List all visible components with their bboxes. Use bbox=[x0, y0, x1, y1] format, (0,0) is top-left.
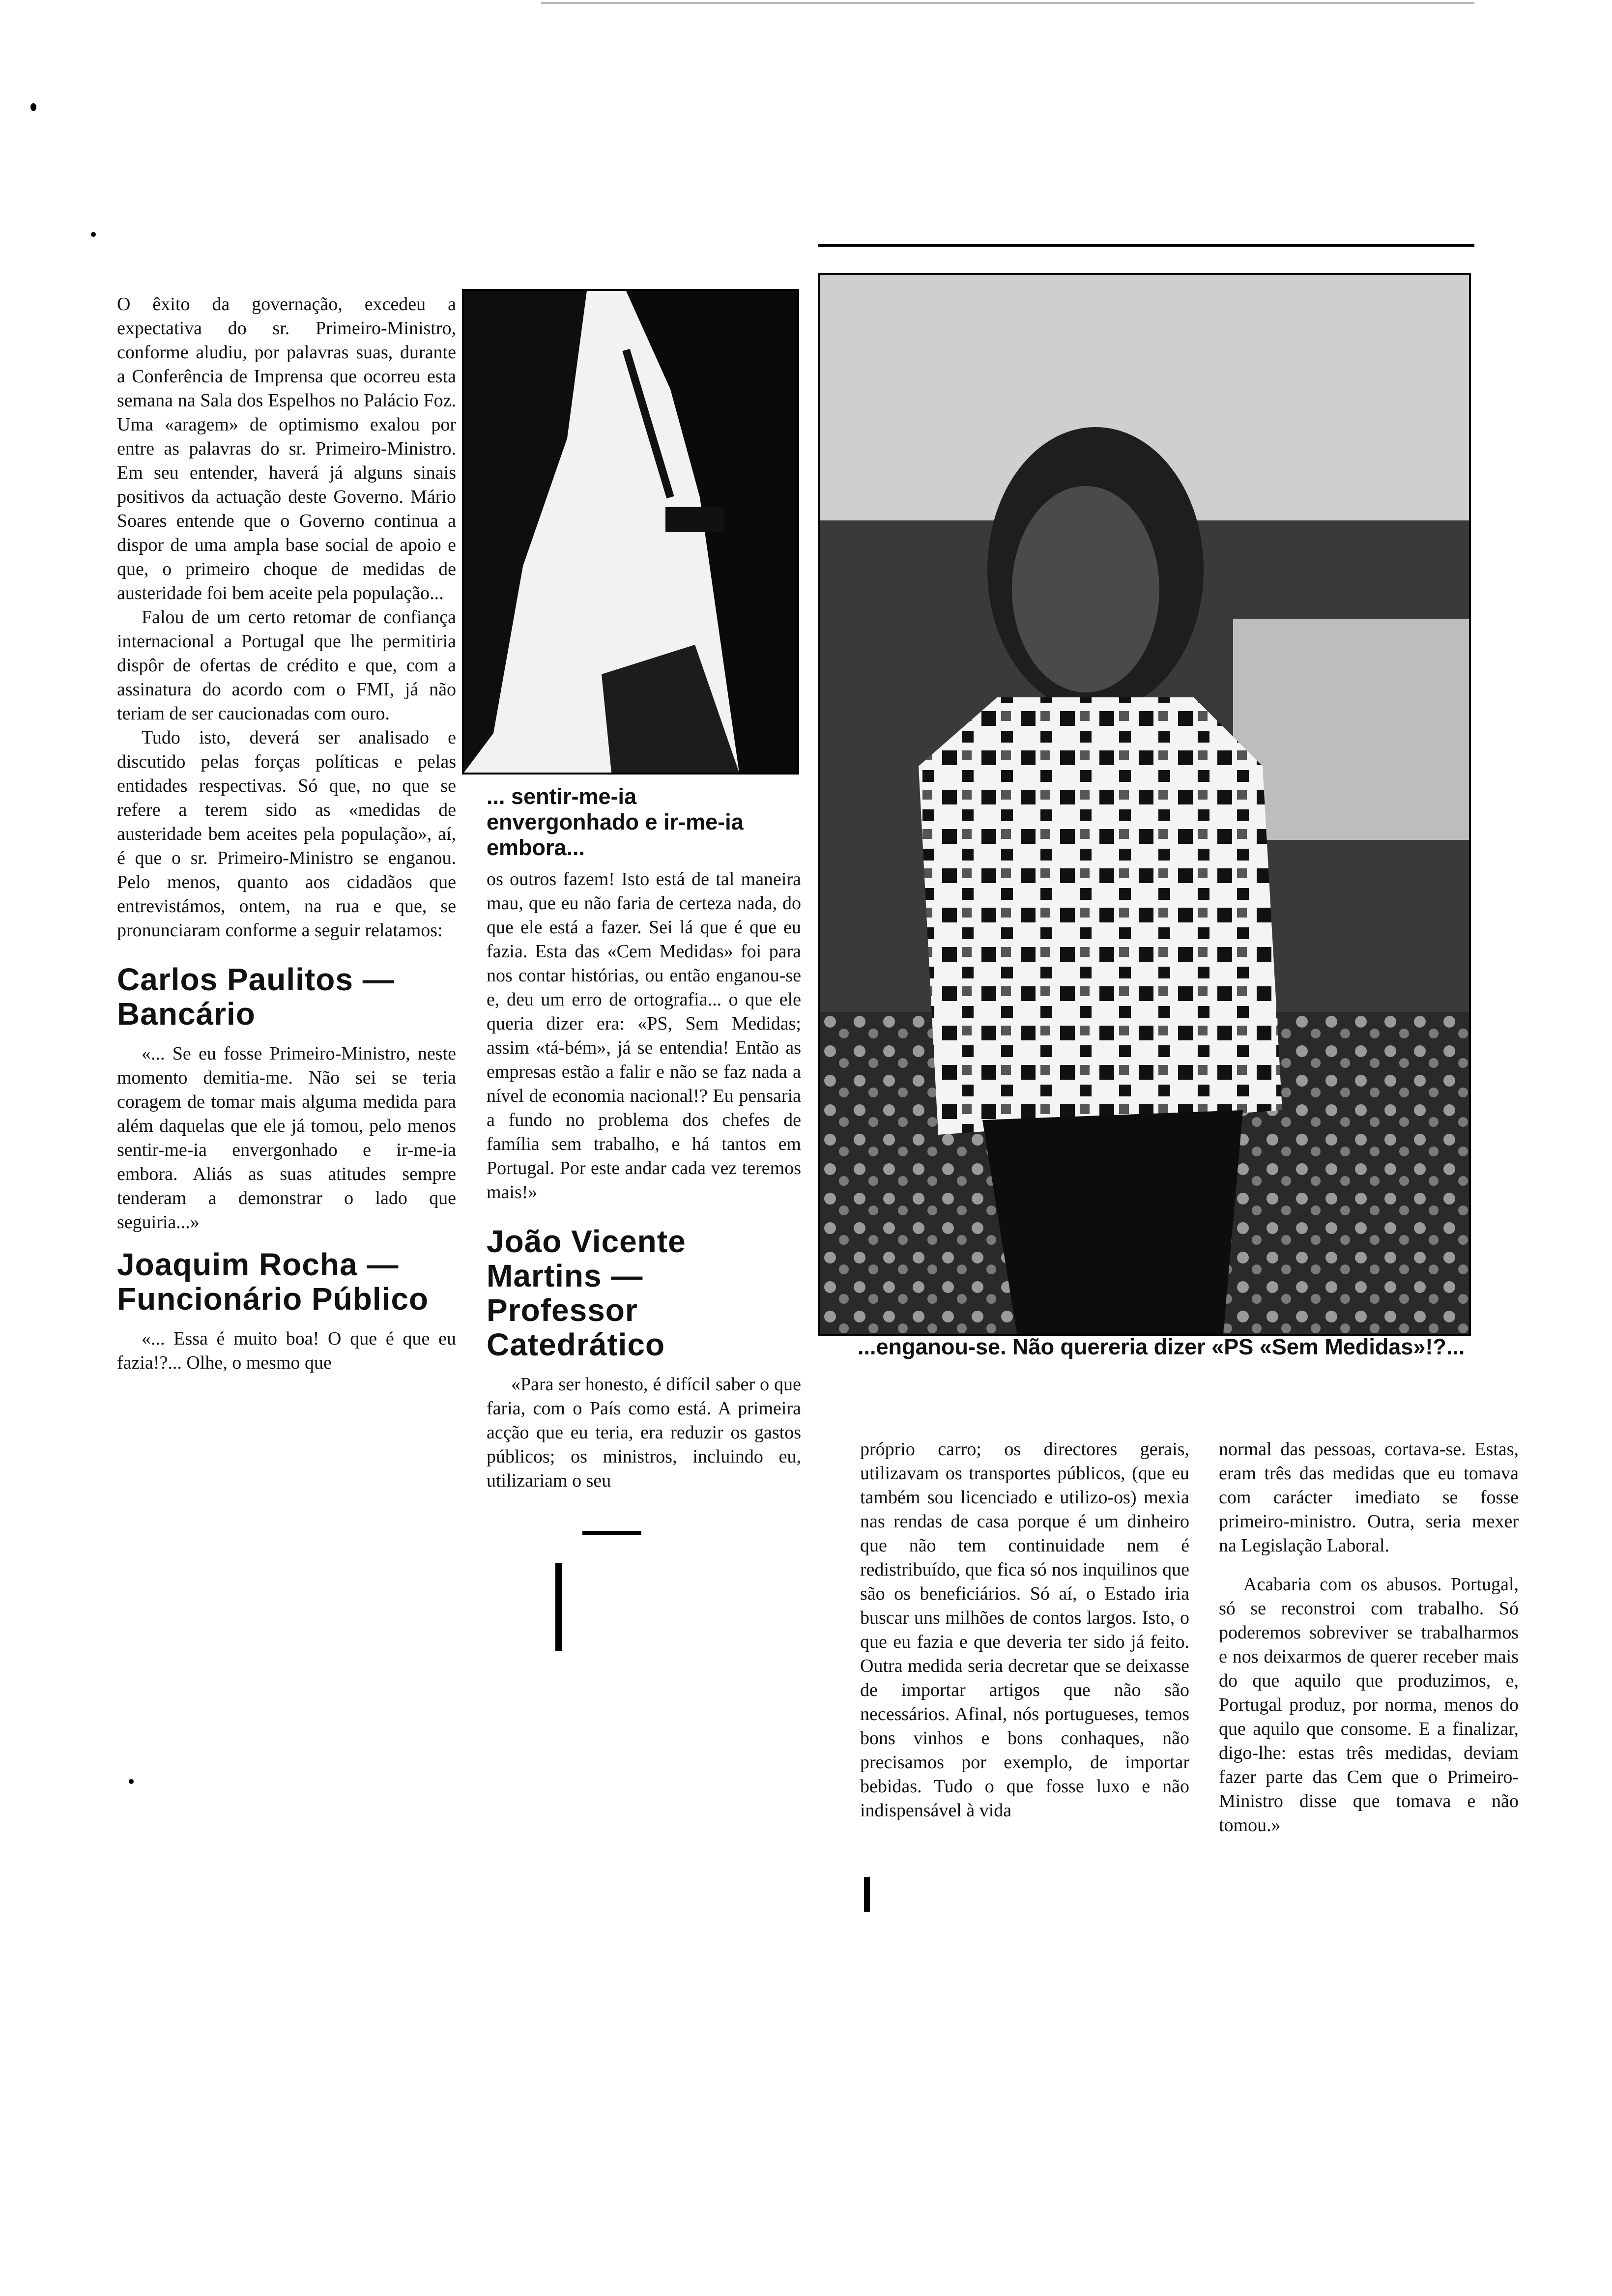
article-column-1 bbox=[117, 292, 456, 1375]
interview-paragraph-joao: «Para ser honesto, é difícil saber o que faria, com o País como está. A primeira acção que eu teria, era reduzir os gastos públicos; os ministros, incluindo eu, utilizariam o seu bbox=[487, 1374, 801, 1491]
intro-paragraph-1: O êxito da governação, excedeu a expectativa do sr. Primeiro-Ministro, conforme aludiu, por palavras suas, durante a Conferência de Imprensa que ocorreu esta semana na Sala dos Espelhos no Palácio Foz. Uma «aragem» de optimismo exalou por entre as palavras do sr. Primeiro-Ministro. Em seu entender, haverá já alguns sinais positivos da actuação deste Governo. Mário Soares entende que o Governo continua a dispor de uma ampla base social de apoio e que, o primeiro choque de medidas de austeridade foi bem aceite pela população... bbox=[117, 294, 456, 603]
large-photo-caption: ...enganou-se. Não quereria dizer «PS «Sem Medidas»!?... bbox=[858, 1334, 1465, 1359]
interviewee-heading-joao: João Vicente Martins — Professor Catedrático bbox=[487, 1224, 686, 1362]
intro-paragraph-3: Tudo isto, deverá ser analisado e discutido pelas forças políticas e pelas entidades respectivas. Só que, no que se refere a terem sido as «medidas de austeridade bem aceites pela população», aí, é que o sr. Primeiro-Ministro se enganou. Pelo menos, quanto aos cidadãos que entrevistámos, ontem, na rua e que, se pronunciaram conforme a seguir relatamos: bbox=[117, 727, 456, 941]
article-column-4 bbox=[1219, 1437, 1519, 1837]
interviewee-heading-carlos: Carlos Paulitos — Bancário bbox=[117, 962, 395, 1032]
large-photo bbox=[818, 273, 1471, 1336]
interview-paragraph-joaquim: «... Essa é muito boa! O que é que eu fazia!?... Olhe, o mesmo que bbox=[117, 1328, 456, 1373]
interview-paragraph-joao-final-2: Acabaria com os abusos. Portugal, só se reconstroi com trabalho. Só poderemos sobreviver se trabalharmos e nos deixarmos de querer receber mais do que aquilo que produzimos, e, Portugal produz, por norma, menos do que aquilo que consome. E a finalizar, digo-lhe: estas três medidas, deviam fazer parte das Cem que o Primeiro-Ministro disse que tomava e não tomou.» bbox=[1219, 1574, 1519, 1836]
article-column-3 bbox=[860, 1437, 1189, 1823]
article-column-2 bbox=[487, 867, 801, 1493]
stray-mark bbox=[864, 1877, 870, 1912]
stray-mark bbox=[582, 1531, 641, 1535]
interview-paragraph-joaquim-continued: os outros fazem! Isto está de tal maneira mau, que eu não faria de certeza nada, do que ele está a fazer. Sei lá que é que eu fazia. Esta das «Cem Medidas» foi para nos contar histórias, ou então enganou-se e, deu um erro de ortografia... o que ele queria dizer era: «PS, Sem Medidas; assim «tá-bém», já se entendia! Então as empresas estão a falir e não se faz nada a nível de economia nacional!? Eu pensaria a fundo no problema dos chefes de família sem trabalho, e há tantos em Portugal. Por este andar cada vez teremos mais!» bbox=[487, 869, 801, 1203]
small-photo bbox=[462, 289, 799, 775]
stray-mark bbox=[555, 1563, 562, 1651]
interview-paragraph-joao-continued: próprio carro; os directores gerais, utilizavam os transportes públicos, (que eu também sou licenciado e utilizo-os) mexia nas rendas de casa porque é um dinheiro que não tem continuidade nem é redistribuído, que fica só nos inquilinos que são os beneficiários. Só aí, o Estado iria buscar uns milhões de contos largos. Isto, o que eu fazia e que deveria ter sido já feito. Outra medida seria decretar que se deixasse de importar artigos que não são necessários. Afinal, nós portugueses, temos bons vinhos e bons conhaques, não precisamos por exemplo, de importar bebidas. Tudo o que fosse luxo e não indispensável à vida bbox=[860, 1439, 1189, 1821]
scan-top-rule bbox=[541, 2, 1474, 4]
photo-top-rule bbox=[818, 244, 1474, 247]
scan-speck bbox=[30, 103, 36, 111]
small-photo-caption: ... sentir-me-ia envergonhado e ir-me-ia embora... bbox=[487, 784, 744, 860]
interviewee-heading-joaquim: Joaquim Rocha — Funcionário Público bbox=[117, 1247, 429, 1317]
interview-paragraph-carlos: «... Se eu fosse Primeiro-Ministro, neste momento demitia-me. Não sei se teria coragem de tomar mais alguma medida para além daquelas que ele já tomou, pelo menos sentir-me-ia envergonhado e ir-me-ia embora. Aliás as suas atitudes sempre tenderam a demonstrar o lado que seguiria...» bbox=[117, 1043, 456, 1233]
small-photo-image bbox=[464, 291, 797, 773]
intro-paragraph-2: Falou de um certo retomar de confiança internacional a Portugal que lhe permitiria dispôr de ofertas de crédito e que, com a assinatura do acordo com o FMI, já não teriam de ser caucionadas com ouro. bbox=[117, 607, 456, 724]
scan-speck bbox=[91, 232, 96, 237]
scan-speck bbox=[129, 1779, 134, 1784]
interview-paragraph-joao-final-1: normal das pessoas, cortava-se. Estas, eram três das medidas que eu tomava com carácter imediato se fosse primeiro-ministro. Outra, seria mexer na Legislação Laboral. bbox=[1219, 1439, 1519, 1556]
large-photo-image bbox=[820, 275, 1469, 1334]
